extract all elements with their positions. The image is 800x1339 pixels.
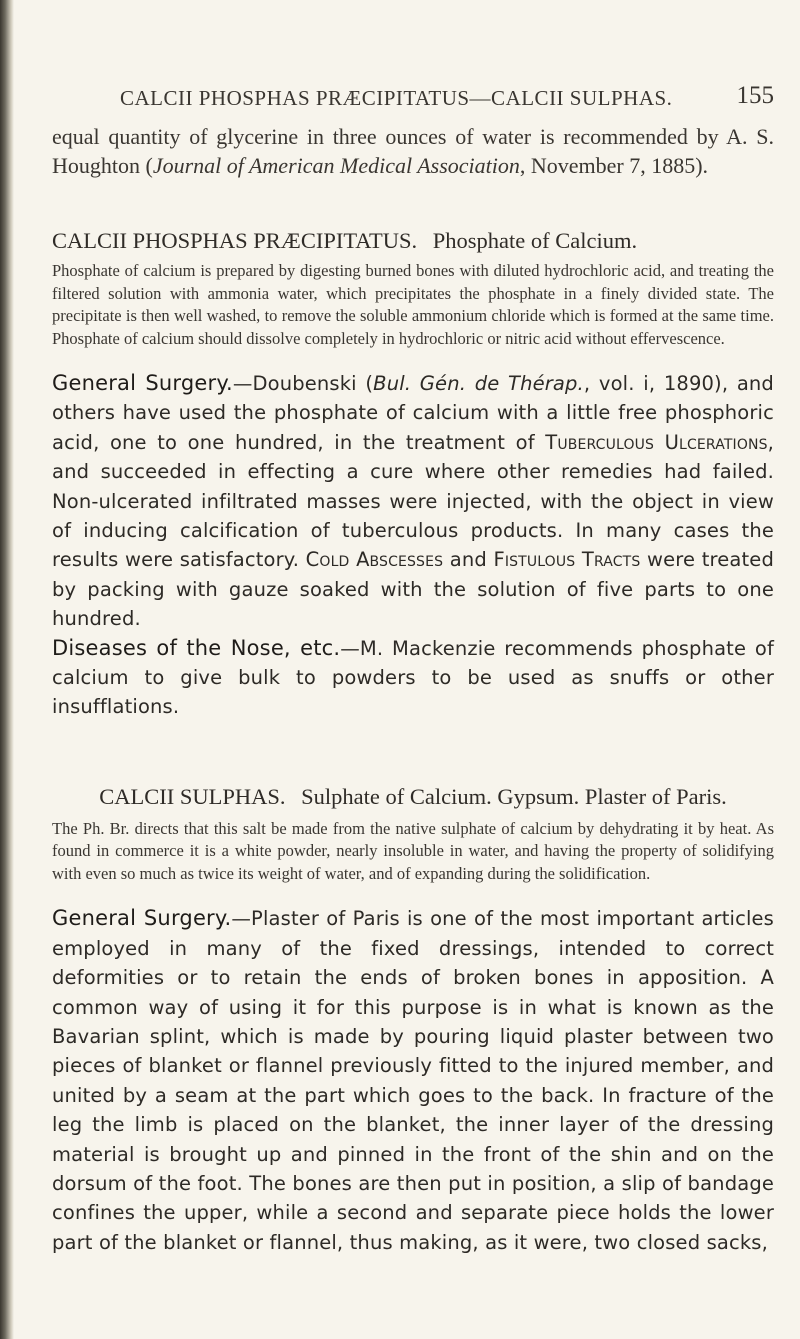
running-header — [52, 82, 774, 122]
section-title: CALCII SULPHAS. — [99, 783, 286, 809]
small-caps-term: Tuberculous Ulcerations — [545, 430, 768, 454]
subhead-general-surgery: General Surgery. — [52, 371, 233, 395]
subhead-general-surgery: General Surgery. — [52, 906, 232, 931]
book-binding-shadow — [0, 0, 14, 1339]
journal-citation: Bul. Gén. de Thérap. — [373, 372, 584, 395]
section-title: CALCII PHOSPHAS PRÆCIPITATUS. — [52, 228, 418, 253]
section-heading — [52, 226, 774, 255]
small-caps-term: Cold Abscesses — [305, 548, 444, 572]
section-heading — [52, 782, 774, 811]
nose-paragraph: Diseases of the Nose, etc.—M. Mackenzie recommends phosphate of calcium to give bulk to powders to be used as snuffs or other insufflations. — [52, 635, 774, 719]
section-english-name: Sulphate of Calcium. Gypsum. Plaster of Paris. — [301, 783, 727, 809]
section-description: Phosphate of calcium is prepared by digesting burned bones with diluted hydrochloric acid, and treating the filtered solution with ammonia water, which precipitates the phosphate in a finely divided state. The precipitate is then well washed, to remove the soluble ammonium chloride which is formed at the same time. Phosphate of calcium should dissolve completely in hydrochloric or nitric acid without effervescence. — [52, 261, 774, 348]
small-caps-term: Fistulous Tracts — [493, 548, 641, 572]
continuation-paragraph: equal quantity of glycerine in three ounces of water is recommended by A. S. Houghton (Journal of American Medical Association, November 7, 1885). — [52, 124, 774, 178]
subhead-diseases-of-nose: Diseases of the Nose, etc. — [52, 635, 341, 660]
running-title: CALCII PHOSPHAS PRÆCIPITATUS—CALCII SULPHAS. — [120, 86, 673, 110]
book-page — [52, 82, 775, 1257]
section-description: The Ph. Br. directs that this salt be made from the native sulphate of calcium by dehydrating it by heat. As found in commerce it is a white powder, nearly insoluble in water, and having the property of solidifying with even so much as twice its weight of water, and of expanding during the solidification. — [52, 818, 774, 883]
section-english-name: Phosphate of Calcium. — [432, 228, 638, 253]
general-surgery-paragraph: General Surgery.—Plaster of Paris is one of the most important articles employed in many of the fixed dressings, intended to correct deformities or to retain the ends of broken bones in apposition. A common way of using it for this purpose is in what is known as the Bavarian splint, which is made by pouring liquid plaster between two pieces of blanket or flannel previously fitted to the injured member, and united by a seam at the part which goes to the back. In fracture of the leg the limb is placed on the blanket, the inner layer of the dressing material is brought up and pinned in the front of the shin and on the dorsum of the foot. The bones are then put in position, a slip of bandage confines the upper, while a second and separate piece holds the lower part of the blanket or flannel, thus making, as it were, two closed sacks, — [52, 906, 774, 1254]
page-number: 155 — [736, 82, 774, 109]
section-calcii-phosphas — [52, 226, 774, 722]
journal-citation: Journal of American Medical Association — [152, 153, 520, 178]
general-surgery-paragraph: General Surgery.—Doubenski (Bul. Gén. de Thérap., vol. i, 1890), and others have used the phosphate of calcium with a little free phosphoric acid, one to one hundred, in the treatment of Tuberculous Ulcerations, and succeeded in effecting a cure where other remedies had failed. Non-ulcerated infiltrated masses were injected, with the object in view of inducing calcification of tuberculous products. In many cases the results were satisfactory. Cold Abscesses and Fistulous Tracts were treated by packing with gauze soaked with the solution of five parts to one hundred. — [52, 371, 775, 631]
section-calcii-sulphas — [52, 782, 774, 1257]
